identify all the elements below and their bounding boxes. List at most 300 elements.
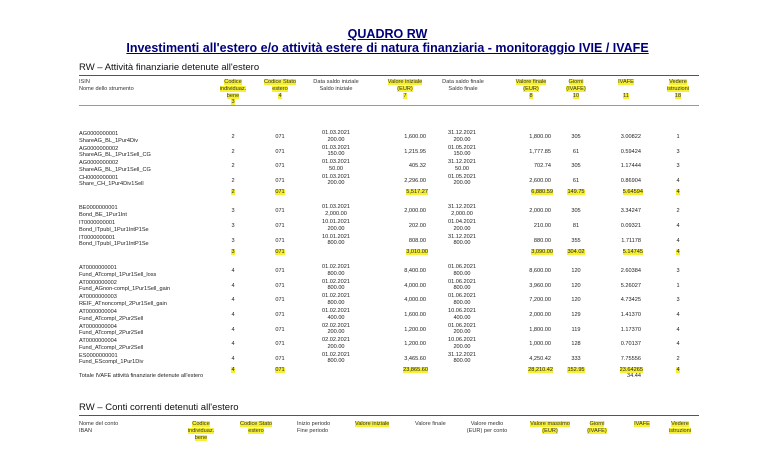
saldo-iniziale-cell — [311, 234, 361, 247]
vedere-cell: 3 — [676, 297, 680, 304]
saldo-finale-cell-line2: 400.00 — [453, 314, 471, 321]
subtotal-giorni — [561, 189, 591, 195]
codice-ind-cell: 2 — [231, 148, 235, 155]
instrument-cell — [79, 353, 143, 366]
vedere-cell: 1 — [676, 134, 680, 140]
saldo-iniziale-cell-line2: 150.00 — [327, 151, 345, 158]
instrument-cell — [79, 220, 149, 233]
valore-finale-cell: 702.74 — [533, 163, 551, 170]
valore-iniziale-cell: 4,000.00 — [404, 282, 426, 289]
header2-nome-iban — [79, 421, 118, 435]
saldo-finale-cell-line1: 01.06.2021 — [448, 278, 476, 285]
header2-codice-ind — [183, 421, 219, 441]
saldo-iniziale-cell-line1: 01.03.2021 — [322, 173, 350, 180]
header-giorni-label: Giorni (IVAFE) — [566, 79, 586, 92]
vedere-cell: 1 — [676, 282, 680, 289]
subtotal-codice-ind-value: 2 — [231, 189, 235, 196]
header2-fine: Fine periodo — [297, 427, 329, 434]
subtotal-codice-stato — [265, 189, 295, 195]
saldo-iniziale-cell-line2: 200.00 — [327, 225, 345, 232]
header2-codice-ind-label: Codice individuaz. bene — [187, 421, 215, 441]
codice-ind-cell: 4 — [231, 297, 235, 304]
total-value: 34.44 — [627, 373, 641, 379]
saldo-finale-cell-line2: 200.00 — [453, 343, 471, 350]
saldo-iniziale-cell-line1: 02.02.2021 — [322, 337, 350, 344]
codice-ind-cell: 4 — [231, 282, 235, 289]
table-row — [79, 352, 699, 367]
header2-valore-iniziale-label: Valore iniziale — [355, 421, 390, 427]
table-row — [79, 323, 699, 338]
instrument-cell-line1: CH0000000001 — [79, 174, 119, 181]
saldo-iniziale-cell — [311, 293, 361, 306]
instrument-cell — [79, 280, 170, 293]
table-row — [79, 219, 699, 234]
subtotal-codice-stato-value: 071 — [275, 249, 285, 256]
giorni-cell: 120 — [571, 268, 581, 275]
valore-finale-cell: 2,000.00 — [529, 311, 551, 318]
subtotal-vedere-value: 4 — [676, 249, 680, 256]
valore-finale-cell: 4,250.42 — [529, 355, 551, 362]
saldo-finale-cell-line2: 800.00 — [453, 270, 471, 277]
subtotal-valore-iniziale — [388, 249, 428, 255]
vedere-cell: 4 — [676, 311, 680, 318]
saldo-finale-cell-line2: 2,000.00 — [451, 210, 473, 217]
valore-iniziale-cell: 2,000.00 — [404, 208, 426, 215]
saldo-iniziale-cell — [311, 130, 361, 143]
instrument-cell-line2: ShareAG_BL_1Pur1Sell_CG — [79, 152, 151, 159]
subtotal-ivafe-value: 5.64594 — [622, 189, 643, 196]
instrument-cell-line1: AT0000000004 — [79, 323, 117, 330]
saldo-finale-cell-line1: 01.05.2021 — [448, 173, 476, 180]
instrument-cell — [79, 131, 138, 144]
instrument-cell — [79, 294, 167, 307]
header-saldo-iniziale — [307, 79, 365, 93]
giorni-cell: 61 — [572, 148, 580, 155]
saldo-finale-cell-line2: 200.00 — [453, 225, 471, 232]
subtotal-vedere-value: 4 — [676, 367, 680, 374]
subtotal-valore-finale-value: 3,090.00 — [531, 249, 553, 256]
table-row — [79, 204, 699, 219]
instrument-cell-line1: IT0000000001 — [79, 234, 116, 241]
giorni-cell: 61 — [572, 177, 580, 184]
saldo-finale-cell-line1: 10.06.2021 — [448, 307, 476, 314]
header-codice-stato-num: 4 — [278, 92, 282, 99]
table-row — [79, 174, 699, 189]
subtotal-ivafe — [599, 249, 643, 255]
instrument-cell-line1: AT0000000004 — [79, 338, 117, 345]
subtotal-row — [79, 248, 699, 259]
codice-ind-cell: 2 — [231, 134, 235, 140]
valore-finale-cell: 2,600.00 — [529, 177, 551, 184]
saldo-finale-cell — [437, 130, 487, 143]
header-codice-ind — [215, 79, 251, 106]
page-title: QUADRO RW — [347, 27, 428, 41]
saldo-finale-cell — [437, 352, 487, 365]
instrument-cell-line2: Fund_ATcompl_1Pur1Sell_loss — [79, 271, 157, 278]
header-data-saldo-finale: Data saldo finale — [442, 79, 484, 85]
ivafe-cell: 1.17444 — [620, 163, 641, 170]
ivafe-cell: 0.09321 — [620, 222, 641, 229]
saldo-finale-cell-line1: 31.12.2021 — [448, 159, 476, 166]
subtotal-vedere — [664, 189, 692, 195]
valore-iniziale-cell: 1,600.00 — [404, 311, 426, 318]
saldo-finale-cell-line2: 200.00 — [453, 180, 471, 187]
saldo-iniziale-cell — [311, 219, 361, 232]
codice-ind-cell: 3 — [231, 237, 235, 244]
saldo-iniziale-cell-line2: 800.00 — [327, 240, 345, 247]
header2-valore-massimo-label: Valore massimo (EUR) — [530, 421, 570, 434]
header-vedere — [661, 79, 695, 99]
instrument-cell-line1: AG0000000001 — [79, 131, 119, 137]
table-row — [79, 264, 699, 279]
vedere-cell: 3 — [676, 268, 680, 275]
instrument-cell — [79, 324, 143, 337]
saldo-finale-cell-line2: 800.00 — [453, 299, 471, 306]
saldo-iniziale-cell-line1: 01.02.2021 — [322, 278, 350, 285]
codice-ind-cell: 3 — [231, 208, 235, 215]
codice-stato-cell: 071 — [275, 237, 285, 244]
ivafe-cell: 0.70137 — [620, 341, 641, 348]
saldo-iniziale-cell — [311, 264, 361, 277]
section1-title: RW – Attività finanziarie detenute all'estero — [79, 62, 260, 73]
section1-table-body — [79, 130, 699, 377]
instrument-cell-line2: ShareAG_BL_1Pur4Div — [79, 137, 139, 144]
valore-finale-cell: 1,000.00 — [529, 341, 551, 348]
subtotal-giorni-value: 149.75 — [567, 189, 585, 196]
saldo-iniziale-cell — [311, 204, 361, 217]
instrument-cell-line2: Bond_ITpubl_1Pur1IntP1Se — [79, 226, 149, 233]
saldo-finale-cell — [437, 264, 487, 277]
subtotal-codice-ind-value: 3 — [231, 249, 235, 256]
header-saldo-finale-label: Saldo finale — [448, 85, 478, 92]
subtotal-vedere-value: 4 — [676, 189, 680, 196]
section1-header-divider — [79, 105, 699, 106]
header2-codice-stato-label: Codice Stato estero — [239, 421, 273, 434]
section1-divider — [79, 75, 699, 76]
instrument-cell-line1: ES0000000001 — [79, 352, 118, 359]
saldo-finale-cell-line2: 50.00 — [455, 165, 469, 172]
header-giorni-num: 10 — [572, 92, 580, 99]
saldo-iniziale-cell — [311, 174, 361, 187]
valore-iniziale-cell: 1,600.00 — [404, 134, 426, 140]
header-vedere-label: Vedere istruzioni — [666, 79, 690, 92]
instrument-cell-line2: REIF_ATnoncompl_2Pur1Sell_gain — [79, 300, 167, 307]
subtotal-valore-finale — [511, 249, 553, 255]
header2-ivafe — [627, 421, 657, 428]
ivafe-cell: 4.73425 — [620, 297, 641, 304]
valore-iniziale-cell: 202.00 — [408, 222, 426, 229]
ivafe-cell: 3.34247 — [620, 208, 641, 215]
saldo-iniziale-cell-line1: 01.02.2021 — [322, 351, 350, 358]
codice-stato-cell: 071 — [275, 326, 285, 333]
subtotal-giorni — [561, 249, 591, 255]
instrument-cell — [79, 146, 151, 159]
table-row — [79, 130, 699, 145]
saldo-finale-cell — [437, 323, 487, 336]
codice-stato-cell: 071 — [275, 311, 285, 318]
saldo-finale-cell-line2: 800.00 — [453, 240, 471, 247]
saldo-finale-cell — [437, 159, 487, 172]
valore-finale-cell: 1,800.00 — [529, 134, 551, 140]
header2-inizio: Inizio periodo — [297, 421, 331, 427]
header2-valore-finale — [415, 421, 446, 428]
codice-stato-cell: 071 — [275, 148, 285, 155]
saldo-finale-cell-line1: 31.12.2021 — [448, 351, 476, 358]
subtotal-row — [79, 188, 699, 199]
valore-finale-cell: 1,777.85 — [529, 148, 551, 155]
instrument-cell-line2: Bond_ITpubl_1Pur1IntP1Se — [79, 241, 149, 248]
subtotal-ivafe-value: 23.64265 — [619, 367, 643, 374]
instrument-cell-line1: AT0000000004 — [79, 308, 117, 315]
saldo-iniziale-cell-line1: 01.02.2021 — [322, 264, 350, 271]
saldo-finale-cell-line2: 200.00 — [453, 136, 471, 143]
saldo-finale-cell-line1: 01.05.2021 — [448, 144, 476, 151]
valore-finale-cell: 3,960.00 — [529, 282, 551, 289]
header-vedere-num: 18 — [674, 92, 682, 99]
giorni-cell: 305 — [571, 163, 581, 170]
saldo-iniziale-cell — [311, 323, 361, 336]
ivafe-cell: 0.59424 — [620, 148, 641, 155]
saldo-iniziale-cell-line2: 800.00 — [327, 358, 345, 365]
valore-iniziale-cell: 8,400.00 — [404, 268, 426, 275]
codice-ind-cell: 4 — [231, 341, 235, 348]
valore-finale-cell: 8,600.00 — [529, 268, 551, 275]
header2-valore-massimo — [525, 421, 575, 435]
saldo-iniziale-cell-line1: 10.01.2021 — [322, 218, 350, 225]
saldo-iniziale-cell-line2: 2,000.00 — [325, 210, 347, 217]
ivafe-cell: 1.17370 — [620, 326, 641, 333]
section2-divider — [79, 415, 699, 416]
saldo-iniziale-cell-line1: 01.03.2021 — [322, 130, 350, 136]
header-codice-ind-num: 3 — [231, 99, 235, 106]
ivafe-cell: 0.86904 — [620, 177, 641, 184]
header-valore-iniziale-num: 7 — [403, 92, 407, 99]
header2-codice-stato — [239, 421, 273, 435]
saldo-finale-cell-line2: 800.00 — [453, 285, 471, 292]
saldo-finale-cell — [437, 204, 487, 217]
saldo-iniziale-cell-line2: 400.00 — [327, 314, 345, 321]
header2-valore-medio-label: Valore medio (EUR) per conto — [466, 421, 508, 434]
header-isin-nome — [79, 79, 134, 93]
subtotal-codice-stato-value: 071 — [275, 189, 285, 196]
saldo-finale-cell-line2: 200.00 — [453, 329, 471, 336]
header-nome: Nome dello strumento — [79, 85, 134, 92]
ivafe-cell: 3.00822 — [620, 134, 641, 140]
saldo-iniziale-cell — [311, 337, 361, 350]
saldo-iniziale-cell-line1: 01.02.2021 — [322, 293, 350, 300]
header-giorni — [560, 79, 592, 99]
header-isin: ISIN — [79, 79, 90, 85]
header2-valore-medio — [465, 421, 509, 435]
table-row — [79, 159, 699, 174]
ivafe-cell: 5.26027 — [620, 282, 641, 289]
vedere-cell: 3 — [676, 163, 680, 170]
codice-stato-cell: 071 — [275, 134, 285, 140]
saldo-finale-cell-line1: 10.06.2021 — [448, 337, 476, 344]
header2-vedere-label: Vedere istruzioni — [668, 421, 692, 434]
header-valore-finale-label: Valore finale (EUR) — [515, 79, 547, 92]
instrument-cell — [79, 160, 151, 173]
giorni-cell: 120 — [571, 297, 581, 304]
saldo-iniziale-cell — [311, 352, 361, 365]
header-data-saldo-iniziale: Data saldo iniziale — [313, 79, 359, 85]
subtotal-valore-iniziale-value: 5,517.27 — [406, 189, 428, 196]
saldo-iniziale-cell-line2: 200.00 — [327, 136, 345, 143]
giorni-cell: 305 — [571, 208, 581, 215]
saldo-iniziale-cell — [311, 279, 361, 292]
subtotal-valore-finale-value: 28,210.42 — [528, 367, 553, 374]
codice-ind-cell: 4 — [231, 326, 235, 333]
giorni-cell: 120 — [571, 282, 581, 289]
valore-iniziale-cell: 808.00 — [408, 237, 426, 244]
valore-finale-cell: 1,800.00 — [529, 326, 551, 333]
saldo-iniziale-cell-line1: 01.03.2021 — [322, 159, 350, 166]
header-saldo-finale — [435, 79, 491, 93]
giorni-cell: 333 — [571, 355, 581, 362]
codice-stato-cell: 071 — [275, 163, 285, 170]
giorni-cell: 305 — [571, 134, 581, 140]
subtotal-valore-iniziale — [388, 189, 428, 195]
section2-header — [79, 421, 699, 451]
header2-giorni — [581, 421, 613, 435]
header2-ivafe-label: IVAFE — [634, 421, 650, 427]
instrument-cell-line2: Fund_AGnon-compl_1Pur1Sell_gain — [79, 286, 171, 293]
saldo-iniziale-cell-line2: 800.00 — [327, 270, 345, 277]
valore-iniziale-cell: 4,000.00 — [404, 297, 426, 304]
valore-iniziale-cell: 3,465.60 — [404, 355, 426, 362]
saldo-finale-cell-line1: 01.06.2021 — [448, 322, 476, 329]
vedere-cell: 4 — [676, 341, 680, 348]
ivafe-cell: 7.75556 — [620, 355, 641, 362]
saldo-finale-cell-line2: 800.00 — [453, 358, 471, 365]
instrument-cell-line2: Fund_ATcompl_2Pur2Sell — [79, 315, 144, 322]
header2-giorni-label: Giorni (IVAFE) — [587, 421, 607, 434]
instrument-cell-line1: BE0000000001 — [79, 205, 118, 212]
saldo-finale-cell — [437, 174, 487, 187]
valore-finale-cell: 2,000.00 — [529, 208, 551, 215]
saldo-iniziale-cell-line1: 10.01.2021 — [322, 233, 350, 240]
section1-total — [79, 373, 699, 381]
codice-stato-cell: 071 — [275, 297, 285, 304]
header2-iban: IBAN — [79, 427, 93, 434]
saldo-finale-cell — [437, 279, 487, 292]
header-codice-ind-label: Codice individuaz. bene — [219, 79, 247, 99]
saldo-finale-cell-line1: 31.12.2021 — [448, 233, 476, 240]
instrument-cell-line2: Fund_EScompl_1Pur1Div — [79, 359, 144, 366]
saldo-iniziale-cell-line2: 800.00 — [327, 299, 345, 306]
codice-stato-cell: 071 — [275, 177, 285, 184]
subtotal-codice-ind — [222, 249, 244, 255]
codice-stato-cell: 071 — [275, 222, 285, 229]
table-row — [79, 337, 699, 352]
header2-valore-iniziale — [355, 421, 389, 428]
table-row — [79, 279, 699, 294]
subtotal-giorni-value: 304.02 — [567, 249, 585, 256]
codice-ind-cell: 4 — [231, 355, 235, 362]
saldo-iniziale-cell-line1: 02.02.2021 — [322, 322, 350, 329]
saldo-finale-cell — [437, 293, 487, 306]
valore-finale-cell: 7,200.00 — [529, 297, 551, 304]
instrument-cell-line2: Bond_BE_1Pur1Int — [79, 211, 127, 218]
total-label: Totale IVAFE attività finanziarie detenute all'estero — [79, 373, 204, 379]
codice-ind-cell: 4 — [231, 311, 235, 318]
codice-ind-cell: 3 — [231, 222, 235, 229]
subtotal-valore-finale-value: 6,880.59 — [531, 189, 553, 196]
saldo-finale-cell-line1: 01.06.2021 — [448, 264, 476, 271]
codice-stato-cell: 071 — [275, 282, 285, 289]
header-valore-iniziale — [382, 79, 428, 99]
saldo-finale-cell-line1: 01.04.2021 — [448, 218, 476, 225]
section1-header — [79, 79, 699, 115]
giorni-cell: 81 — [572, 222, 580, 229]
vedere-cell: 4 — [676, 177, 680, 184]
instrument-cell — [79, 235, 149, 248]
table-row — [79, 234, 699, 249]
vedere-cell: 3 — [676, 148, 680, 155]
saldo-iniziale-cell — [311, 159, 361, 172]
section2-title: RW – Conti correnti detenuti all'estero — [79, 402, 239, 413]
subtotal-valore-iniziale-value: 3,010.00 — [406, 249, 428, 256]
saldo-iniziale-cell-line2: 200.00 — [327, 329, 345, 336]
ivafe-cell: 1.71178 — [621, 237, 641, 244]
header2-valore-finale-label: Valore finale — [415, 421, 446, 427]
header-ivafe-num: 11 — [623, 92, 629, 99]
vedere-cell: 4 — [676, 237, 680, 244]
ivafe-cell: 2.60384 — [620, 268, 641, 275]
instrument-cell-line1: AT0000000002 — [79, 279, 117, 286]
ivafe-cell: 1.41370 — [620, 311, 641, 318]
table-row — [79, 308, 699, 323]
valore-finale-cell: 880.00 — [533, 237, 551, 244]
instrument-cell — [79, 205, 127, 218]
header2-nome-conto: Nome del conto — [79, 421, 119, 427]
saldo-iniziale-cell-line1: 01.02.2021 — [322, 307, 350, 314]
giorni-cell: 119 — [571, 326, 581, 333]
header-valore-finale-num: 8 — [529, 92, 533, 99]
header-codice-stato-label: Codice Stato estero — [263, 79, 297, 92]
subtotal-ivafe — [599, 189, 643, 195]
instrument-cell-line2: Share_CH_1Pur4Div1Sell — [79, 181, 144, 188]
valore-iniziale-cell: 405.32 — [408, 163, 426, 170]
header-ivafe-label: IVAFE — [618, 79, 634, 85]
instrument-cell-line1: AG0000000002 — [79, 145, 119, 152]
codice-ind-cell: 2 — [231, 163, 235, 170]
instrument-cell-line2: ShareAG_BL_1Pur1Sell_CG — [79, 166, 151, 173]
subtotal-codice-stato-value: 071 — [275, 367, 285, 374]
saldo-iniziale-cell-line1: 01.03.2021 — [322, 204, 350, 211]
instrument-cell-line2: Fund_ATcompl_2Pur2Sell — [79, 330, 144, 337]
vedere-cell: 2 — [676, 208, 680, 215]
vedere-cell: 2 — [676, 355, 680, 362]
saldo-finale-cell-line1: 01.06.2021 — [448, 293, 476, 300]
saldo-iniziale-cell-line1: 01.03.2021 — [322, 144, 350, 151]
saldo-finale-cell — [437, 219, 487, 232]
instrument-cell-line1: AT0000000001 — [79, 265, 117, 272]
page-subtitle: Investimenti all'estero e/o attività estere di natura finanziaria - monitoraggio IVIE / IVAFE — [126, 41, 649, 55]
codice-stato-cell: 071 — [275, 208, 285, 215]
saldo-finale-cell-line1: 31.12.2021 — [448, 204, 476, 211]
saldo-iniziale-cell-line2: 800.00 — [327, 285, 345, 292]
table-row — [79, 145, 699, 160]
saldo-finale-cell — [437, 308, 487, 321]
header-valore-finale — [509, 79, 553, 99]
valore-iniziale-cell: 1,200.00 — [404, 341, 426, 348]
instrument-cell — [79, 175, 144, 188]
saldo-iniziale-cell-line2: 200.00 — [327, 180, 345, 187]
subtotal-codice-ind — [222, 189, 244, 195]
codice-stato-cell: 071 — [275, 268, 285, 275]
subtotal-ivafe-value: 5.14745 — [622, 249, 643, 256]
